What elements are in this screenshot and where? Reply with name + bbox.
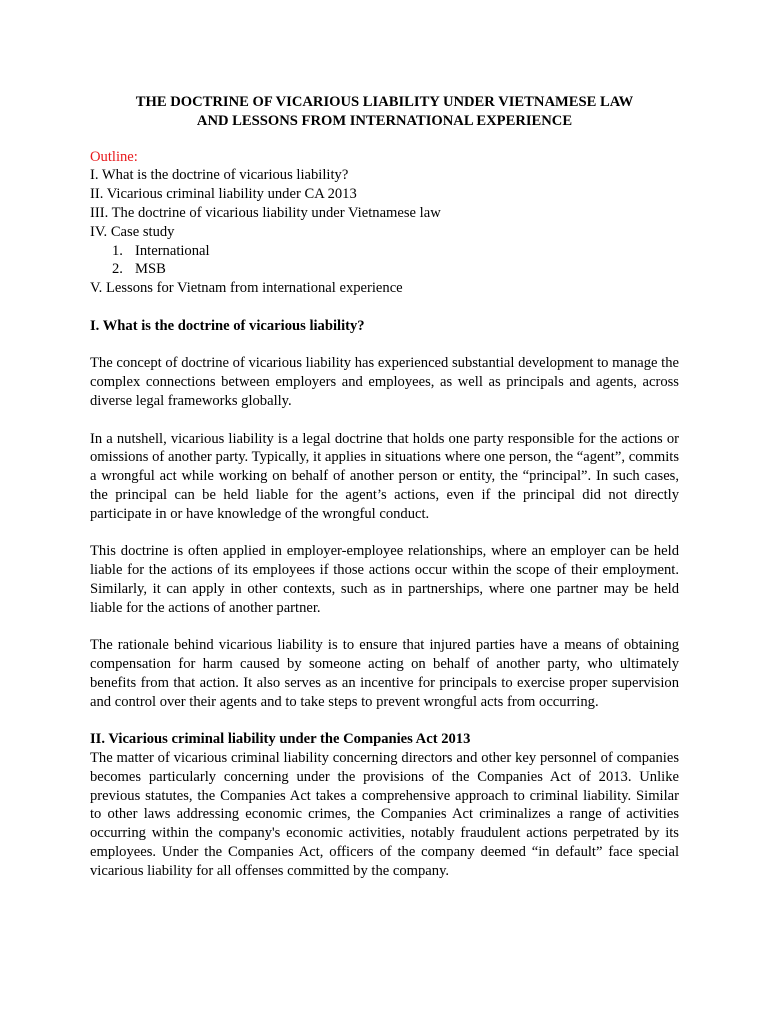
- section-1-paragraph-1: The concept of doctrine of vicarious liability has experienced substantial development to manage the complex connections between employers and employees, as well as principals and agents, across diverse legal frameworks globally.: [90, 355, 679, 409]
- outline-subitem-text: International: [135, 242, 210, 259]
- outline-subitem-2: [90, 260, 679, 279]
- section-1-paragraph-3: This doctrine is often applied in employer-employee relationships, where an employer can be held liable for the actions of its employees if those actions occur within the scope of their employment. Similarly, it can apply in other contexts, such as in partnerships, where one partner may be held liable for the actions of another partner.: [90, 543, 679, 616]
- outline-subitem-number: 2.: [112, 261, 123, 278]
- document-title: [90, 93, 679, 131]
- section-1-paragraph-2: In a nutshell, vicarious liability is a legal doctrine that holds one party responsible for the actions or omissions of another party. Typically, it applies in situations where one person, the “agent”, commits a wrongful act while working on behalf of another person or entity, the “principal”. In such cases, the principal can be held liable for the agent’s actions, even if the principal did not directly participate in or have knowledge of the wrongful conduct.: [90, 430, 679, 522]
- outline-item-5: V. Lessons for Vietnam from international experience: [90, 280, 403, 297]
- section-2-heading: II. Vicarious criminal liability under the Companies Act 2013: [90, 731, 471, 748]
- title-line-2: AND LESSONS FROM INTERNATIONAL EXPERIENCE: [196, 112, 573, 129]
- section-2-paragraph: The matter of vicarious criminal liability concerning directors and other key personnel of companies becomes particularly concerning under the provisions of the Companies Act of 2013. Unlike previous statutes, the Companies Act takes a comprehensive approach to criminal liability. Similar to other laws addressing economic crimes, the Companies Act criminalizes a range of activities occurring within the company's economic activities, notably fraudulent actions perpetrated by its employees. Under the Companies Act, officers of the company deemed “in default” face special vicarious liability for all offenses committed by the company.: [90, 750, 679, 879]
- outline-label: Outline:: [90, 148, 138, 165]
- outline: [90, 148, 679, 298]
- outline-item-2: II. Vicarious criminal liability under CA 2013: [90, 186, 357, 203]
- section-1-heading: I. What is the doctrine of vicarious liability?: [90, 317, 365, 334]
- outline-item-4: IV. Case study: [90, 223, 175, 240]
- section-1-paragraph-4: The rationale behind vicarious liability is to ensure that injured parties have a means of obtaining compensation for harm caused by someone acting on behalf of another party, who ultimately benefits from that action. It also serves as an incentive for principals to exercise proper supervision and control over their agents and to take steps to prevent wrongful acts from occurring.: [90, 637, 679, 710]
- outline-subitem-number: 1.: [112, 242, 123, 259]
- outline-item-3: III. The doctrine of vicarious liability under Vietnamese law: [90, 204, 441, 221]
- title-line-1: THE DOCTRINE OF VICARIOUS LIABILITY UNDER VIETNAMESE LAW: [135, 94, 634, 110]
- outline-item-1: I. What is the doctrine of vicarious liability?: [90, 167, 349, 184]
- outline-subitem-text: MSB: [135, 261, 166, 278]
- outline-subitem-1: [90, 242, 679, 261]
